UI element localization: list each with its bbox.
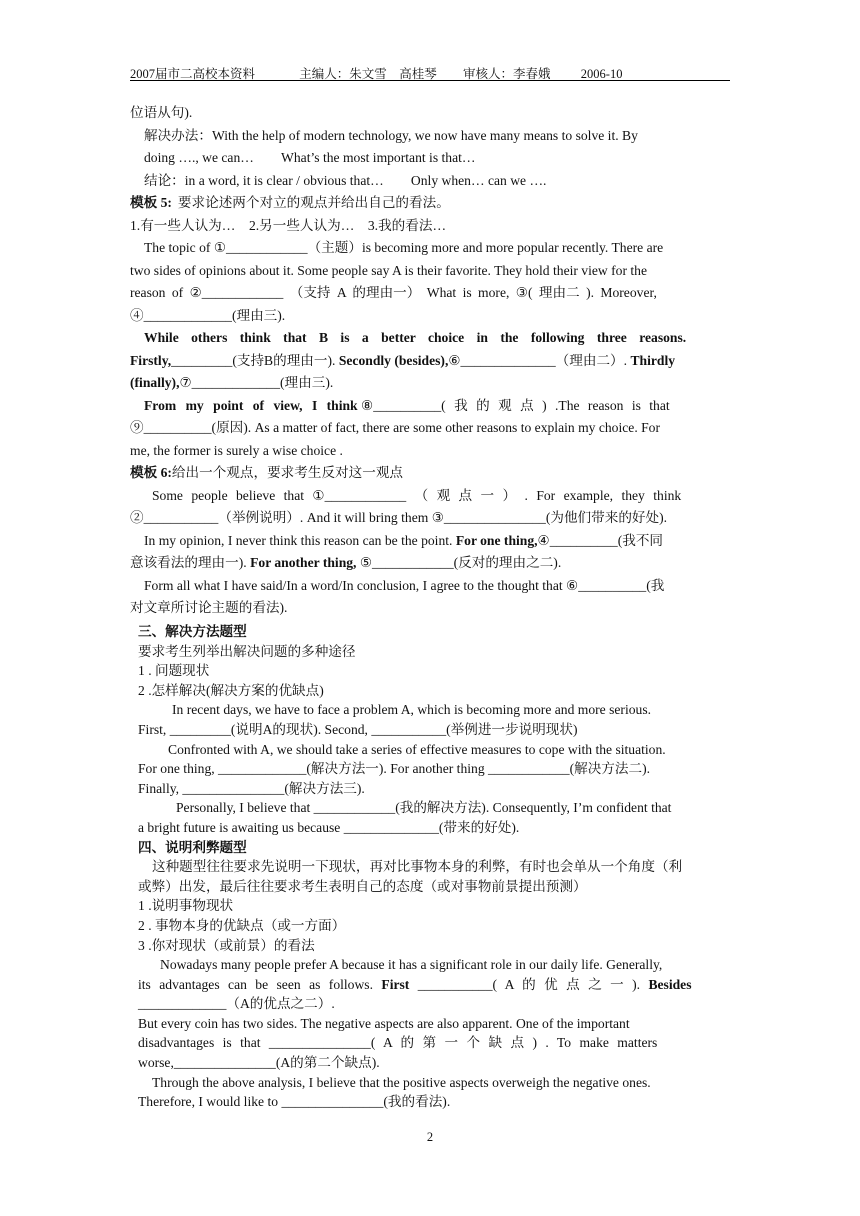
section-title [138, 838, 732, 858]
list-item: 2 . 事物本身的优缺点（或一方面） [138, 917, 346, 933]
bold-word: First [381, 976, 410, 992]
text-line: two sides of opinions about it. Some people say A is their favorite. They hold their view for the [130, 262, 647, 278]
text-line: 这种题型往往要求先说明一下现状，再对比事物本身的利弊，有时也会单从一个角度（利 [152, 859, 683, 875]
text-line [130, 552, 732, 575]
header-school: 2007届市二高校本资料 [130, 67, 256, 81]
list-item: 2 .怎样解决(解决方案的优缺点) [138, 682, 324, 698]
text-line: ④_____________(理由三). [130, 307, 286, 323]
text-line: Therefore, I would like to _______________(我的看法). [138, 1094, 451, 1110]
template-title: 模板 5: [130, 195, 172, 210]
bold-phrase: From my point of view, I think [144, 397, 358, 413]
bold-word: Besides [648, 976, 692, 992]
template5-heading [130, 192, 732, 215]
list-item: 3 .你对现状（或前景）的看法 [138, 937, 315, 953]
bold-word: (finally), [130, 375, 180, 390]
text-line: a bright future is awaiting us because ______________(带来的好处). [138, 819, 520, 835]
text-line: me, the former is surely a wise choice . [130, 442, 343, 458]
template-title: 模板 6: [130, 465, 172, 480]
conclusion-line: 结论：in a word, it is clear / obvious that… Only when… can we …. [144, 172, 547, 188]
text: ⑤____________(反对的理由之二). [359, 555, 562, 570]
header-date: 2006-10 [580, 67, 623, 81]
text-line: Confronted with A, we should take a series of effective measures to cope with the situation. [168, 741, 666, 757]
page-number: 2 [426, 1130, 434, 1144]
sections-3-4 [138, 622, 732, 1112]
solution-line [130, 125, 732, 148]
text-line: worse,_______________(A的第二个缺点). [138, 1055, 380, 1071]
text-line: But every coin has two sides. The negative aspects are also apparent. One of the important [138, 1015, 630, 1031]
text-line: Form all what I have said/In a word/In conclusion, I agree to the thought that ⑥__________(我 [144, 577, 665, 593]
text-line: While others think that B is a better choice in the following three reasons. [144, 330, 687, 345]
list-item: 1 . 问题现状 [138, 663, 210, 679]
header-editors: 主编人：朱文雪 高桂琴 [299, 67, 437, 81]
bold-word: Thirdly [630, 352, 676, 368]
text-line: disadvantages is that _______________( A 的 第 一 个 缺 点 ) . To make matters [138, 1035, 658, 1051]
text-line: Through the above analysis, I believe that the positive aspects overweigh the negative ones. [152, 1074, 651, 1090]
text-line: 位语从句). [130, 105, 193, 120]
text-line [130, 372, 732, 395]
template-desc: 给出一个观点，要求考生反对这一观点 [171, 465, 404, 480]
text-line [138, 975, 732, 995]
text-line: 对文章所讨论主题的看法). [130, 600, 288, 615]
text-line: In recent days, we have to face a problem A, which is becoming more and more serious. [172, 702, 652, 718]
text-line [130, 530, 732, 553]
header-rule [130, 80, 730, 81]
text: ⑧__________( 我 的 观 点 ) .The reason is that [361, 397, 670, 413]
text-line: For one thing, _____________(解决方法一). For another thing ____________(解决方法二). [138, 761, 650, 777]
text-line: Finally, _______________(解决方法三). [138, 780, 365, 796]
text-line: ⑨__________(原因). As a matter of fact, there are some other reasons to explain my choice. For [130, 420, 660, 435]
list-item: 1 .说明事物现状 [138, 898, 234, 914]
text-line: First, _________(说明A的现状). Second, ___________(举例进一步说明现状) [138, 721, 578, 737]
section-3-title: 三、解决方法题型 [138, 624, 247, 639]
text: its advantages can be seen as follows. [138, 976, 373, 992]
text-line: reason of ②____________ （支持 A 的理由一） What is more, ③( 理由二 ). Moreover, [130, 285, 657, 300]
text-line [130, 350, 732, 373]
bold-word: Firstly, [130, 352, 172, 368]
label: 解决办法： [144, 127, 212, 143]
text-line: Some people believe that ①____________ （ 观 点 一 ） . For example, they think [152, 487, 682, 503]
text: With the help of modern technology, we now have many means to solve it. By [211, 127, 638, 143]
text-line: ②___________（举例说明）. And it will bring them ③_______________(为他们带来的好处). [130, 510, 668, 525]
bold-phrase: For one thing, [455, 532, 538, 548]
bold-phrase: For another thing, [250, 555, 357, 570]
text-line: Personally, I believe that ____________(我的解决方法). Consequently, I’m confident that [176, 800, 672, 816]
text: In my opinion, I never think this reason can be the point. [144, 532, 453, 548]
text-line [130, 395, 732, 418]
main-content [130, 102, 732, 620]
text-line: _____________（A的优点之二）. [138, 996, 335, 1012]
template5-list: 1.有一些人认为… 2.另一些人认为… 3.我的看法… [130, 217, 447, 233]
text-line: Nowadays many people prefer A because it has a significant role in our daily life. Generally, [160, 957, 663, 973]
text: ④__________(我不同 [537, 532, 664, 548]
bold-word: Secondly (besides), [338, 352, 449, 368]
template6-heading [130, 462, 732, 485]
header-reviewer: 审核人：李春娥 [463, 67, 551, 81]
text-line: 或弊）出发，最后往往要求考生表明自己的态度（或对事物前景提出预测） [138, 878, 587, 894]
section-title [138, 622, 732, 642]
text-line: The topic of ①____________（主题）is becoming more and more popular recently. There are [144, 240, 664, 255]
text-line: 要求考生列举出解决问题的多种途径 [138, 643, 356, 659]
text: _________(支持B的理由一). [171, 352, 336, 368]
text: ___________( A 的 优 点 之 一 ). [417, 976, 641, 992]
section-4-title: 四、说明利弊题型 [138, 839, 247, 855]
text-line: doing …., we can… What’s the most important is that… [144, 150, 476, 165]
text: ⑥______________（理由二）. [448, 352, 628, 368]
text: 意该看法的理由一). [130, 555, 247, 570]
text: ⑦_____________(理由三). [179, 375, 334, 390]
template-desc: 要求论述两个对立的观点并给出自己的看法。 [177, 195, 450, 210]
